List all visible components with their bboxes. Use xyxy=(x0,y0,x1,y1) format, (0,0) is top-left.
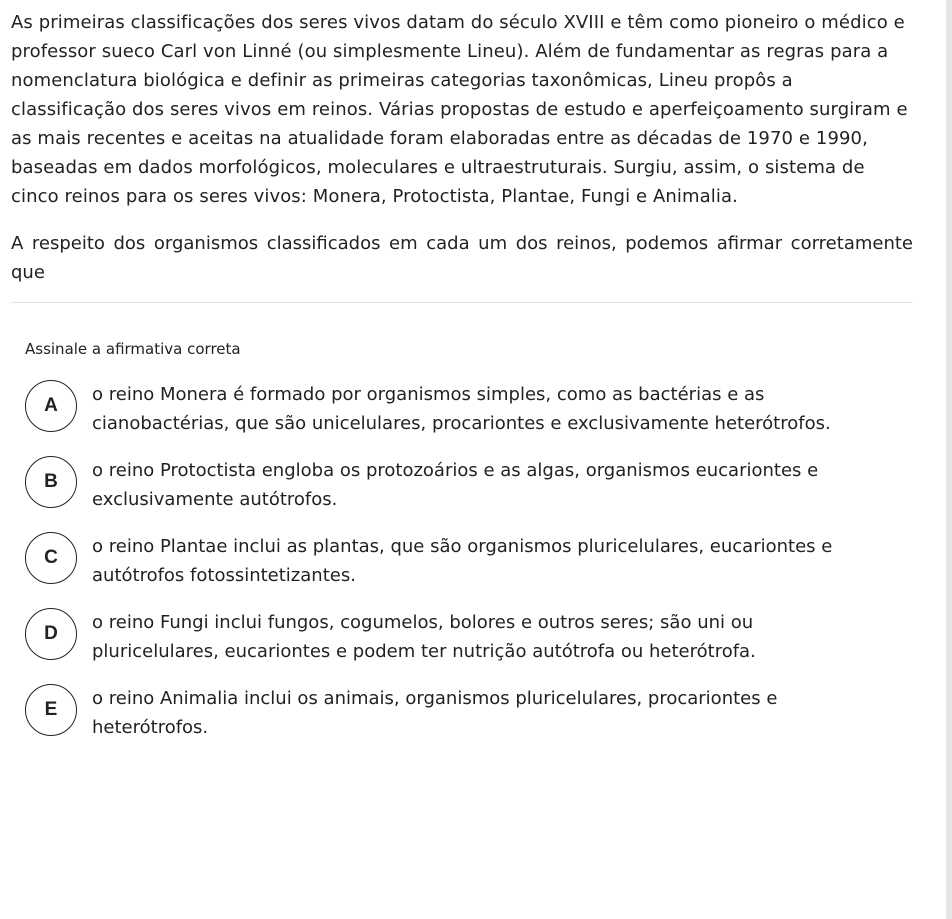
option-a[interactable] xyxy=(25,380,913,438)
scrollbar[interactable] xyxy=(946,0,952,919)
option-text-a[interactable]: o reino Monera é formado por organismos simples, como as bactérias e as cianobactérias, que são unicelulares, procariontes e exclusivamente heterótrofos. xyxy=(92,384,831,434)
option-letter-b[interactable]: B xyxy=(25,456,77,508)
option-letter-c[interactable]: C xyxy=(25,532,77,584)
option-b[interactable] xyxy=(25,456,913,514)
option-c[interactable] xyxy=(25,532,913,590)
option-text-d[interactable]: o reino Fungi inclui fungos, cogumelos, bolores e outros seres; são uni ou pluricelulares, eucariontes e podem ter nutrição autótrofa ou heterótrofa. xyxy=(92,612,756,662)
question-prompt: A respeito dos organismos classificados em cada um dos reinos, podemos afirmar corretamente que xyxy=(11,233,913,283)
divider xyxy=(11,302,913,303)
option-d[interactable] xyxy=(25,608,913,666)
instruction-label: Assinale a afirmativa correta xyxy=(25,340,241,358)
option-text-c[interactable]: o reino Plantae inclui as plantas, que são organismos pluricelulares, eucariontes e autótrofos fotossintetizantes. xyxy=(92,536,833,586)
option-letter-d[interactable]: D xyxy=(25,608,77,660)
option-letter-e[interactable]: E xyxy=(25,684,77,736)
option-e[interactable] xyxy=(25,684,913,742)
option-letter-a[interactable]: A xyxy=(25,380,77,432)
option-text-b[interactable]: o reino Protoctista engloba os protozoários e as algas, organismos eucariontes e exclusivamente autótrofos. xyxy=(92,460,819,510)
question-statement: As primeiras classificações dos seres vivos datam do século XVIII e têm como pioneiro o médico e professor sueco Carl von Linné (ou simplesmente Lineu). Além de fundamentar as regras para a nomenclatura biológica e definir as primeiras categorias taxonômicas, Lineu propôs a classificação dos seres vivos em reinos. Várias propostas de estudo e aperfeiçoamento surgiram e as mais recentes e aceitas na atualidade foram elaboradas entre as décadas de 1970 e 1990, baseadas em dados morfológicos, moleculares e ultraestruturais. Surgiu, assim, o sistema de cinco reinos para os seres vivos: Monera, Protoctista, Plantae, Fungi e Animalia. xyxy=(11,12,908,207)
question-panel xyxy=(11,8,913,760)
option-text-e[interactable]: o reino Animalia inclui os animais, organismos pluricelulares, procariontes e heterótrofos. xyxy=(92,688,778,738)
answer-options xyxy=(25,380,913,742)
